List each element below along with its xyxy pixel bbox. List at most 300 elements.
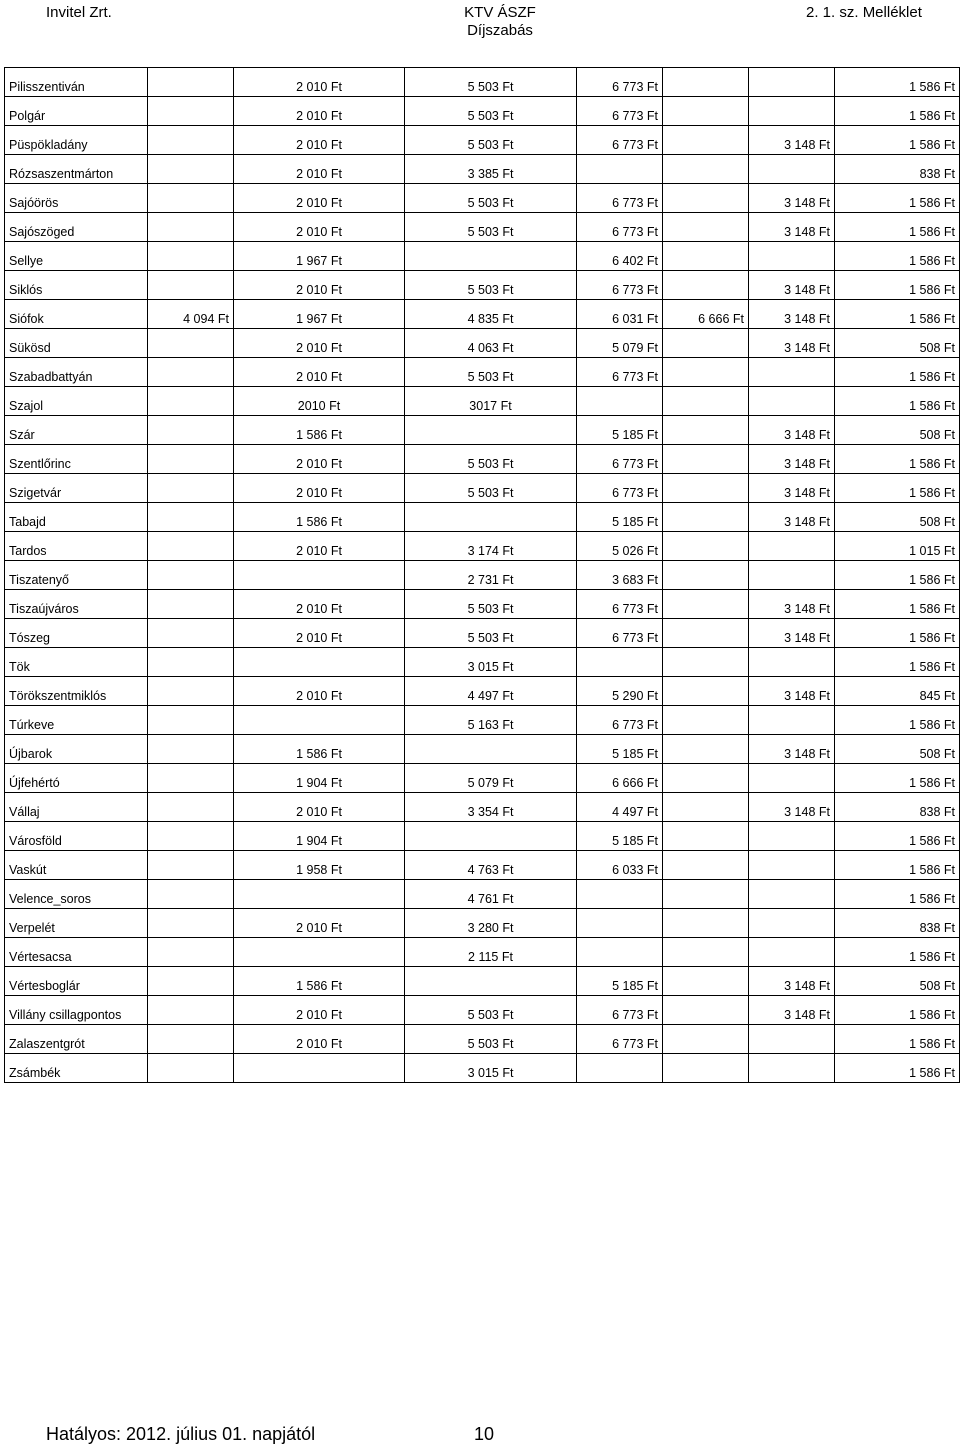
fee-cell (234, 706, 405, 735)
page-number: 10 (474, 1424, 495, 1444)
fee-cell (148, 793, 234, 822)
fee-cell: 1 586 Ft (234, 735, 405, 764)
fee-cell: 1 586 Ft (835, 938, 960, 967)
fee-cell (663, 416, 749, 445)
settlement-name: Városföld (5, 822, 148, 851)
fee-cell (663, 851, 749, 880)
fee-cell (405, 416, 577, 445)
fee-cell: 838 Ft (835, 793, 960, 822)
settlement-name: Tardos (5, 532, 148, 561)
settlement-name: Rózsaszentmárton (5, 155, 148, 184)
fee-cell (663, 474, 749, 503)
settlement-name: Újfehértó (5, 764, 148, 793)
fee-cell: 2 010 Ft (234, 329, 405, 358)
fee-cell (663, 909, 749, 938)
fee-cell: 508 Ft (835, 329, 960, 358)
fee-cell: 5 079 Ft (405, 764, 577, 793)
fee-cell (148, 474, 234, 503)
table-row (5, 184, 960, 213)
fee-cell: 1 586 Ft (835, 561, 960, 590)
fee-cell: 3 148 Ft (749, 126, 835, 155)
fee-cell (749, 242, 835, 271)
table-row (5, 619, 960, 648)
fee-cell: 1 586 Ft (835, 184, 960, 213)
fee-cell (663, 387, 749, 416)
fee-cell (663, 648, 749, 677)
settlement-name: Villány csillagpontos (5, 996, 148, 1025)
document-title (460, 4, 540, 40)
table-row (5, 503, 960, 532)
table-row (5, 271, 960, 300)
fee-cell: 5 503 Ft (405, 68, 577, 97)
fee-cell (148, 184, 234, 213)
fee-cell: 5 503 Ft (405, 1025, 577, 1054)
fee-cell: 2 010 Ft (234, 184, 405, 213)
table-row (5, 967, 960, 996)
table-row (5, 213, 960, 242)
table-row (5, 706, 960, 735)
fee-cell: 838 Ft (835, 909, 960, 938)
table-row (5, 793, 960, 822)
fee-cell (663, 561, 749, 590)
fee-cell: 1 586 Ft (234, 967, 405, 996)
fee-cell (663, 155, 749, 184)
fee-cell: 6 773 Ft (577, 590, 663, 619)
fee-cell (663, 97, 749, 126)
fee-cell (749, 97, 835, 126)
fee-cell: 3 148 Ft (749, 590, 835, 619)
fee-cell (148, 561, 234, 590)
fee-cell: 2 010 Ft (234, 677, 405, 706)
fee-cell: 1 586 Ft (835, 242, 960, 271)
table-row (5, 474, 960, 503)
fee-cell (749, 532, 835, 561)
fee-cell: 2 010 Ft (234, 358, 405, 387)
settlement-name: Sükösd (5, 329, 148, 358)
fee-cell (663, 793, 749, 822)
settlement-name: Sajószöged (5, 213, 148, 242)
fee-cell: 2 010 Ft (234, 155, 405, 184)
settlement-name: Tiszatenyő (5, 561, 148, 590)
fee-cell: 3 148 Ft (749, 300, 835, 329)
fee-cell: 1 904 Ft (234, 764, 405, 793)
table-row (5, 416, 960, 445)
fee-cell: 3 148 Ft (749, 735, 835, 764)
fee-cell: 2 010 Ft (234, 445, 405, 474)
settlement-name: Tószeg (5, 619, 148, 648)
fee-cell: 3 354 Ft (405, 793, 577, 822)
fee-cell: 6 402 Ft (577, 242, 663, 271)
fee-cell (749, 1025, 835, 1054)
fee-cell (749, 909, 835, 938)
fee-cell (234, 1054, 405, 1083)
fee-cell: 6 773 Ft (577, 996, 663, 1025)
fee-cell: 4 063 Ft (405, 329, 577, 358)
table-row (5, 996, 960, 1025)
fee-cell (148, 967, 234, 996)
table-row (5, 1025, 960, 1054)
table-row (5, 851, 960, 880)
fee-cell: 3 148 Ft (749, 967, 835, 996)
fee-cell: 5 503 Ft (405, 358, 577, 387)
fee-cell: 6 773 Ft (577, 445, 663, 474)
fee-cell: 2 010 Ft (234, 1025, 405, 1054)
fee-cell (663, 271, 749, 300)
fee-cell: 3 148 Ft (749, 213, 835, 242)
fee-cell: 1 586 Ft (835, 590, 960, 619)
fee-cell: 2 010 Ft (234, 909, 405, 938)
fee-cell: 1 586 Ft (835, 358, 960, 387)
fee-cell (148, 213, 234, 242)
table-row (5, 242, 960, 271)
fee-cell: 3 148 Ft (749, 329, 835, 358)
fee-cell: 5 079 Ft (577, 329, 663, 358)
fee-cell (749, 68, 835, 97)
fee-cell: 4 094 Ft (148, 300, 234, 329)
fee-cell: 5 026 Ft (577, 532, 663, 561)
fee-cell (405, 735, 577, 764)
table-row (5, 532, 960, 561)
fee-cell (148, 126, 234, 155)
fee-cell (148, 532, 234, 561)
table-row (5, 126, 960, 155)
fee-cell: 6 666 Ft (577, 764, 663, 793)
fee-cell: 1 586 Ft (835, 996, 960, 1025)
fee-cell (148, 155, 234, 184)
fee-cell: 2 010 Ft (234, 474, 405, 503)
fee-cell (577, 155, 663, 184)
settlement-name: Vállaj (5, 793, 148, 822)
fee-cell: 6 773 Ft (577, 1025, 663, 1054)
table-row (5, 68, 960, 97)
fee-cell: 1 967 Ft (234, 300, 405, 329)
settlement-name: Tök (5, 648, 148, 677)
table-row (5, 735, 960, 764)
fee-cell (148, 387, 234, 416)
fee-cell: 2 010 Ft (234, 996, 405, 1025)
tariff-table (4, 67, 960, 1083)
fee-cell (663, 677, 749, 706)
fee-cell (663, 938, 749, 967)
fee-cell: 5 503 Ft (405, 474, 577, 503)
fee-cell: 3 148 Ft (749, 416, 835, 445)
fee-cell: 2 010 Ft (234, 126, 405, 155)
fee-cell (148, 1054, 234, 1083)
fee-cell: 1 586 Ft (835, 474, 960, 503)
fee-cell (148, 590, 234, 619)
table-row (5, 97, 960, 126)
fee-cell: 2010 Ft (234, 387, 405, 416)
fee-cell (148, 416, 234, 445)
fee-cell: 6 773 Ft (577, 271, 663, 300)
fee-cell (577, 938, 663, 967)
fee-cell (663, 1054, 749, 1083)
fee-cell: 6 773 Ft (577, 213, 663, 242)
fee-cell (148, 764, 234, 793)
fee-cell (663, 213, 749, 242)
table-row (5, 938, 960, 967)
fee-cell: 6 033 Ft (577, 851, 663, 880)
fee-cell (663, 1025, 749, 1054)
fee-cell: 2 010 Ft (234, 619, 405, 648)
document-title-line2: Díjszabás (467, 22, 533, 39)
table-row (5, 764, 960, 793)
fee-cell: 1 586 Ft (835, 445, 960, 474)
fee-cell: 1 586 Ft (835, 126, 960, 155)
fee-cell (148, 619, 234, 648)
fee-cell: 4 763 Ft (405, 851, 577, 880)
settlement-name: Törökszentmiklós (5, 677, 148, 706)
fee-cell: 5 503 Ft (405, 996, 577, 1025)
fee-cell: 5 503 Ft (405, 619, 577, 648)
fee-cell: 6 773 Ft (577, 619, 663, 648)
tariff-table-body (5, 68, 960, 1083)
fee-cell: 6 031 Ft (577, 300, 663, 329)
fee-cell: 6 773 Ft (577, 706, 663, 735)
fee-cell (148, 271, 234, 300)
fee-cell: 2 010 Ft (234, 271, 405, 300)
fee-cell (663, 358, 749, 387)
fee-cell: 5 503 Ft (405, 97, 577, 126)
fee-cell: 508 Ft (835, 416, 960, 445)
fee-cell (148, 996, 234, 1025)
fee-cell: 6 773 Ft (577, 68, 663, 97)
fee-cell: 2 010 Ft (234, 532, 405, 561)
fee-cell (148, 822, 234, 851)
fee-cell: 1 586 Ft (835, 1054, 960, 1083)
fee-cell (148, 445, 234, 474)
settlement-name: Szár (5, 416, 148, 445)
fee-cell (749, 822, 835, 851)
fee-cell (577, 880, 663, 909)
table-row (5, 648, 960, 677)
fee-cell: 1 904 Ft (234, 822, 405, 851)
table-row (5, 300, 960, 329)
fee-cell: 1 586 Ft (835, 97, 960, 126)
fee-cell (749, 155, 835, 184)
fee-cell (234, 648, 405, 677)
fee-cell (663, 329, 749, 358)
fee-cell (663, 503, 749, 532)
fee-cell (663, 242, 749, 271)
fee-cell: 1 586 Ft (835, 822, 960, 851)
fee-cell: 4 497 Ft (405, 677, 577, 706)
fee-cell (148, 677, 234, 706)
effective-date: Hatályos: 2012. július 01. napjától (46, 1424, 316, 1444)
fee-cell: 3 015 Ft (405, 648, 577, 677)
table-row (5, 329, 960, 358)
fee-cell: 3 280 Ft (405, 909, 577, 938)
fee-cell (663, 880, 749, 909)
fee-cell (577, 387, 663, 416)
settlement-name: Újbarok (5, 735, 148, 764)
fee-cell (663, 445, 749, 474)
fee-cell: 6 773 Ft (577, 126, 663, 155)
fee-cell (749, 706, 835, 735)
fee-cell: 5 503 Ft (405, 590, 577, 619)
fee-cell (749, 648, 835, 677)
fee-cell (148, 1025, 234, 1054)
fee-cell: 1 586 Ft (234, 416, 405, 445)
fee-cell: 1 586 Ft (835, 764, 960, 793)
settlement-name: Siófok (5, 300, 148, 329)
fee-cell (749, 561, 835, 590)
fee-cell: 1 967 Ft (234, 242, 405, 271)
fee-cell: 1 586 Ft (835, 851, 960, 880)
fee-cell (749, 1054, 835, 1083)
fee-cell (148, 648, 234, 677)
fee-cell (663, 706, 749, 735)
fee-cell: 4 835 Ft (405, 300, 577, 329)
fee-cell: 3 148 Ft (749, 793, 835, 822)
fee-cell (405, 822, 577, 851)
fee-cell (749, 851, 835, 880)
fee-cell: 3 148 Ft (749, 184, 835, 213)
fee-cell: 2 010 Ft (234, 793, 405, 822)
fee-cell: 3017 Ft (405, 387, 577, 416)
table-row (5, 445, 960, 474)
settlement-name: Vaskút (5, 851, 148, 880)
fee-cell (577, 909, 663, 938)
settlement-name: Zsámbék (5, 1054, 148, 1083)
annex-label: 2. 1. sz. Melléklet (806, 4, 922, 21)
fee-cell (663, 764, 749, 793)
fee-cell: 5 185 Ft (577, 735, 663, 764)
fee-cell: 1 586 Ft (835, 648, 960, 677)
fee-cell (663, 68, 749, 97)
settlement-name: Szabadbattyán (5, 358, 148, 387)
settlement-name: Verpelét (5, 909, 148, 938)
table-row (5, 1054, 960, 1083)
fee-cell: 1 586 Ft (835, 300, 960, 329)
fee-cell (148, 68, 234, 97)
fee-cell: 3 148 Ft (749, 996, 835, 1025)
fee-cell: 1 586 Ft (835, 706, 960, 735)
table-row (5, 561, 960, 590)
settlement-name: Püspökladány (5, 126, 148, 155)
fee-cell: 5 503 Ft (405, 271, 577, 300)
fee-cell: 5 163 Ft (405, 706, 577, 735)
fee-cell (148, 97, 234, 126)
fee-cell: 1 586 Ft (835, 68, 960, 97)
fee-cell: 1 586 Ft (835, 271, 960, 300)
company-name: Invitel Zrt. (46, 4, 112, 21)
fee-cell: 1 586 Ft (234, 503, 405, 532)
fee-cell (663, 184, 749, 213)
fee-cell (663, 822, 749, 851)
fee-cell: 2 010 Ft (234, 68, 405, 97)
settlement-name: Siklós (5, 271, 148, 300)
settlement-name: Sellye (5, 242, 148, 271)
table-row (5, 677, 960, 706)
fee-cell (749, 938, 835, 967)
fee-cell (577, 1054, 663, 1083)
fee-cell: 1 586 Ft (835, 213, 960, 242)
fee-cell: 838 Ft (835, 155, 960, 184)
fee-cell: 1 586 Ft (835, 880, 960, 909)
fee-cell: 5 503 Ft (405, 126, 577, 155)
fee-cell (148, 358, 234, 387)
fee-cell (663, 532, 749, 561)
settlement-name: Tiszaújváros (5, 590, 148, 619)
fee-cell: 6 773 Ft (577, 97, 663, 126)
fee-cell (148, 242, 234, 271)
fee-cell: 5 503 Ft (405, 213, 577, 242)
document-title-line1: KTV ÁSZF (464, 4, 536, 21)
fee-cell: 2 731 Ft (405, 561, 577, 590)
fee-cell: 4 761 Ft (405, 880, 577, 909)
fee-cell (234, 880, 405, 909)
fee-cell (663, 996, 749, 1025)
fee-cell (663, 967, 749, 996)
settlement-name: Szigetvár (5, 474, 148, 503)
fee-cell: 508 Ft (835, 503, 960, 532)
fee-cell (749, 880, 835, 909)
fee-cell: 508 Ft (835, 735, 960, 764)
table-row (5, 358, 960, 387)
fee-cell: 2 115 Ft (405, 938, 577, 967)
fee-cell: 4 497 Ft (577, 793, 663, 822)
fee-cell: 3 148 Ft (749, 445, 835, 474)
fee-cell: 3 148 Ft (749, 677, 835, 706)
fee-cell: 5 185 Ft (577, 967, 663, 996)
fee-cell: 845 Ft (835, 677, 960, 706)
fee-cell: 1 586 Ft (835, 1025, 960, 1054)
fee-cell (234, 938, 405, 967)
fee-cell: 3 683 Ft (577, 561, 663, 590)
fee-cell: 3 385 Ft (405, 155, 577, 184)
fee-cell (234, 561, 405, 590)
settlement-name: Vértesboglár (5, 967, 148, 996)
fee-cell: 5 503 Ft (405, 184, 577, 213)
table-row (5, 909, 960, 938)
fee-cell (148, 329, 234, 358)
fee-cell (148, 735, 234, 764)
fee-cell (663, 735, 749, 764)
fee-cell: 5 503 Ft (405, 445, 577, 474)
fee-cell: 3 148 Ft (749, 619, 835, 648)
fee-cell: 5 185 Ft (577, 822, 663, 851)
fee-cell: 1 958 Ft (234, 851, 405, 880)
fee-cell: 6 773 Ft (577, 474, 663, 503)
fee-cell: 3 148 Ft (749, 503, 835, 532)
settlement-name: Szentlőrinc (5, 445, 148, 474)
fee-cell (148, 706, 234, 735)
fee-cell (148, 938, 234, 967)
fee-cell: 2 010 Ft (234, 213, 405, 242)
settlement-name: Polgár (5, 97, 148, 126)
fee-cell (749, 764, 835, 793)
fee-cell (663, 126, 749, 155)
settlement-name: Zalaszentgrót (5, 1025, 148, 1054)
table-row (5, 880, 960, 909)
fee-cell (405, 242, 577, 271)
fee-cell: 3 174 Ft (405, 532, 577, 561)
fee-cell: 6 666 Ft (663, 300, 749, 329)
table-row (5, 387, 960, 416)
settlement-name: Szajol (5, 387, 148, 416)
fee-cell: 3 015 Ft (405, 1054, 577, 1083)
settlement-name: Sajóörös (5, 184, 148, 213)
fee-cell: 5 185 Ft (577, 416, 663, 445)
fee-cell (405, 967, 577, 996)
settlement-name: Túrkeve (5, 706, 148, 735)
fee-cell: 1 586 Ft (835, 387, 960, 416)
fee-cell (148, 851, 234, 880)
settlement-name: Tabajd (5, 503, 148, 532)
settlement-name: Pilisszentiván (5, 68, 148, 97)
table-row (5, 590, 960, 619)
